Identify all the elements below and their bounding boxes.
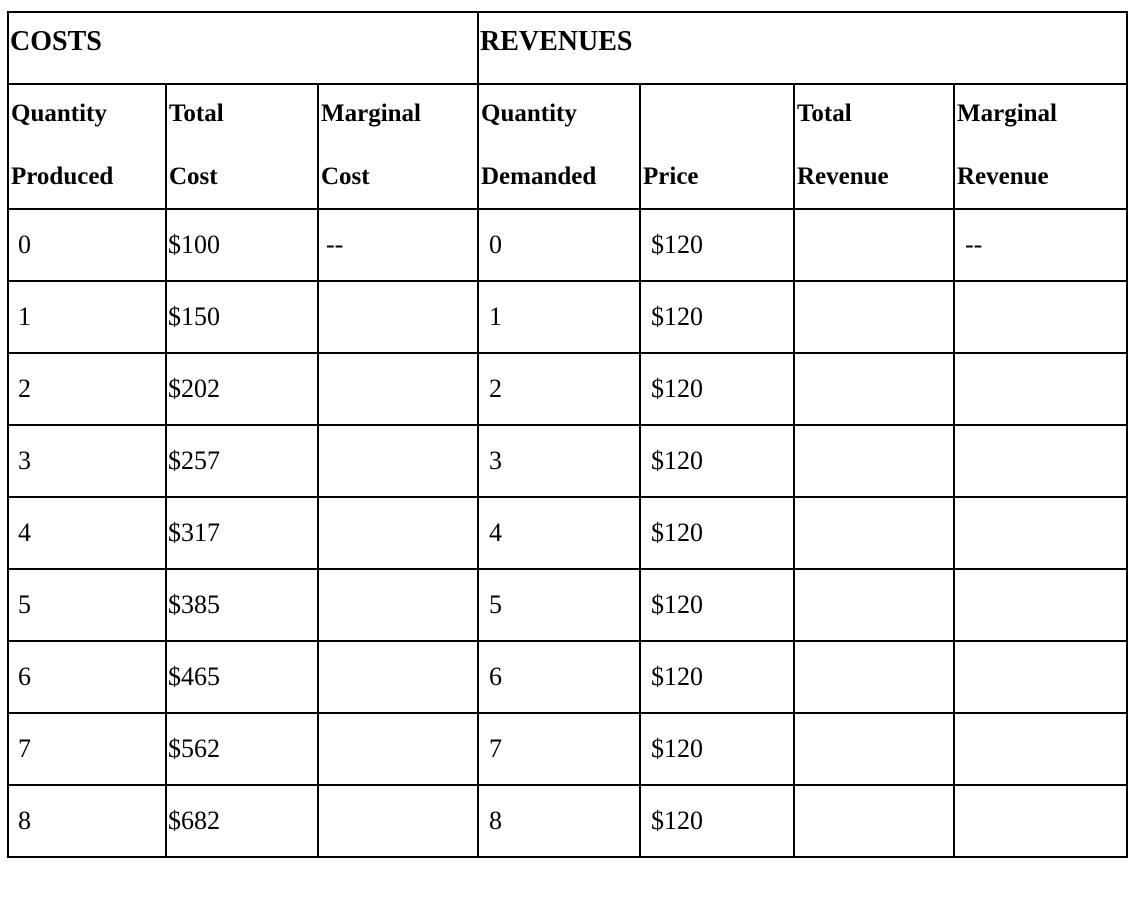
cell-quantity-produced: 3 <box>8 425 166 497</box>
col-header-line: Produced <box>11 163 114 190</box>
table-row <box>8 641 1127 713</box>
col-header-line: Revenue <box>957 163 1049 190</box>
col-header-line: Cost <box>169 163 218 190</box>
cell-total-cost: $150 <box>166 281 318 353</box>
cell-marginal-cost <box>318 785 478 857</box>
table-body <box>8 209 1127 857</box>
cost-revenue-table <box>7 11 1128 858</box>
cell-total-cost: $100 <box>166 209 318 281</box>
cell-price: $120 <box>640 353 794 425</box>
col-header-quantity-produced <box>8 84 166 209</box>
table-row <box>8 497 1127 569</box>
cell-marginal-cost: -- <box>318 209 478 281</box>
cell-price: $120 <box>640 281 794 353</box>
cell-total-revenue <box>794 425 954 497</box>
cell-total-revenue <box>794 641 954 713</box>
col-header-line: Marginal <box>321 100 421 127</box>
table-row <box>8 353 1127 425</box>
col-header-line: Marginal <box>957 100 1057 127</box>
cell-marginal-cost <box>318 281 478 353</box>
cell-total-cost: $562 <box>166 713 318 785</box>
cell-marginal-cost <box>318 641 478 713</box>
col-header-line: Revenue <box>797 163 889 190</box>
cell-marginal-revenue <box>954 425 1127 497</box>
cell-total-revenue <box>794 713 954 785</box>
col-header-total-cost <box>166 84 318 209</box>
cell-marginal-revenue <box>954 785 1127 857</box>
cell-quantity-produced: 2 <box>8 353 166 425</box>
cell-quantity-demanded: 3 <box>478 425 640 497</box>
col-header-line: Demanded <box>481 163 597 190</box>
cell-total-revenue <box>794 497 954 569</box>
col-header-line: Cost <box>321 163 370 190</box>
cell-quantity-produced: 1 <box>8 281 166 353</box>
cell-quantity-produced: 0 <box>8 209 166 281</box>
cell-total-revenue <box>794 785 954 857</box>
cell-total-cost: $465 <box>166 641 318 713</box>
table-row <box>8 785 1127 857</box>
cell-quantity-produced: 8 <box>8 785 166 857</box>
table-row <box>8 281 1127 353</box>
col-header-line <box>643 99 793 129</box>
cell-total-revenue <box>794 281 954 353</box>
table-row <box>8 209 1127 281</box>
cell-price: $120 <box>640 713 794 785</box>
cell-total-revenue <box>794 569 954 641</box>
cell-quantity-demanded: 1 <box>478 281 640 353</box>
cell-quantity-demanded: 2 <box>478 353 640 425</box>
cell-total-cost: $202 <box>166 353 318 425</box>
cell-marginal-revenue: -- <box>954 209 1127 281</box>
col-header-line: Quantity <box>11 100 107 127</box>
cell-price: $120 <box>640 785 794 857</box>
cell-price: $120 <box>640 497 794 569</box>
cell-quantity-demanded: 6 <box>478 641 640 713</box>
column-header-row <box>8 84 1127 209</box>
cell-marginal-revenue <box>954 281 1127 353</box>
cell-quantity-produced: 7 <box>8 713 166 785</box>
cell-price: $120 <box>640 209 794 281</box>
col-header-line: Quantity <box>481 100 577 127</box>
cell-total-revenue <box>794 353 954 425</box>
cell-total-cost: $682 <box>166 785 318 857</box>
cell-quantity-demanded: 8 <box>478 785 640 857</box>
cell-marginal-cost <box>318 353 478 425</box>
cell-marginal-revenue <box>954 353 1127 425</box>
cell-quantity-demanded: 4 <box>478 497 640 569</box>
cell-price: $120 <box>640 569 794 641</box>
revenues-group-header: REVENUES <box>478 12 1127 84</box>
costs-group-header: COSTS <box>8 12 478 84</box>
table-row <box>8 713 1127 785</box>
cell-quantity-produced: 4 <box>8 497 166 569</box>
col-header-line: Total <box>797 100 852 127</box>
cell-marginal-revenue <box>954 641 1127 713</box>
cell-marginal-cost <box>318 713 478 785</box>
cell-total-cost: $317 <box>166 497 318 569</box>
col-header-total-revenue <box>794 84 954 209</box>
cell-price: $120 <box>640 425 794 497</box>
col-header-line: Total <box>169 100 224 127</box>
cell-total-cost: $385 <box>166 569 318 641</box>
col-header-marginal-revenue <box>954 84 1127 209</box>
table-row <box>8 569 1127 641</box>
cell-marginal-cost <box>318 425 478 497</box>
cell-quantity-demanded: 0 <box>478 209 640 281</box>
table-row <box>8 425 1127 497</box>
cell-quantity-demanded: 5 <box>478 569 640 641</box>
cell-quantity-produced: 6 <box>8 641 166 713</box>
cell-marginal-revenue <box>954 713 1127 785</box>
cell-total-cost: $257 <box>166 425 318 497</box>
cell-marginal-revenue <box>954 569 1127 641</box>
cell-total-revenue <box>794 209 954 281</box>
cell-marginal-cost <box>318 497 478 569</box>
col-header-quantity-demanded <box>478 84 640 209</box>
group-header-row <box>8 12 1127 84</box>
col-header-price <box>640 84 794 209</box>
cell-price: $120 <box>640 641 794 713</box>
cell-quantity-produced: 5 <box>8 569 166 641</box>
cell-marginal-revenue <box>954 497 1127 569</box>
col-header-marginal-cost <box>318 84 478 209</box>
cell-quantity-demanded: 7 <box>478 713 640 785</box>
col-header-line: Price <box>643 163 699 190</box>
cell-marginal-cost <box>318 569 478 641</box>
